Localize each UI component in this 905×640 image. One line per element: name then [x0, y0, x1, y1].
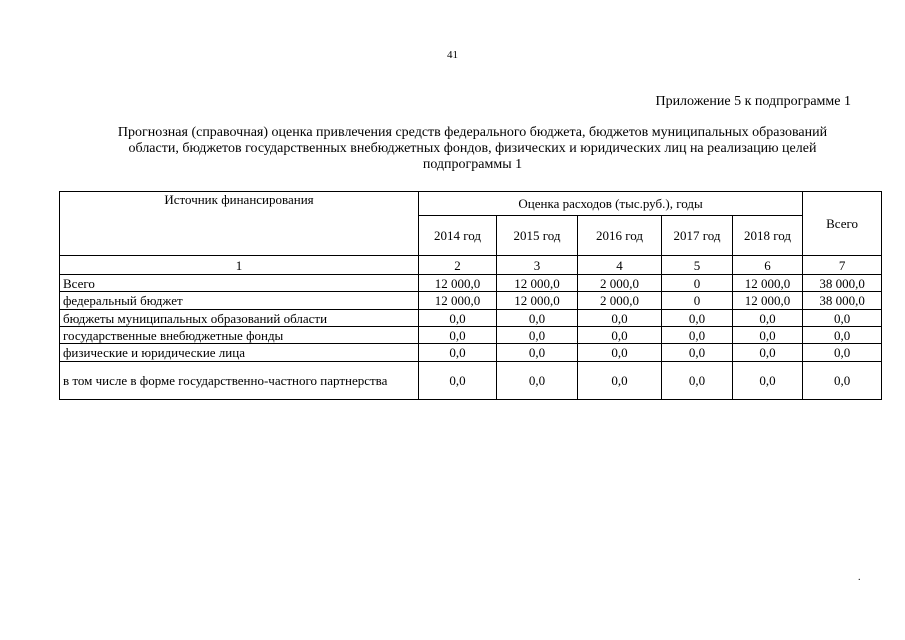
column-number: 5	[662, 256, 733, 275]
cell-value: 0,0	[578, 362, 662, 400]
cell-value: 0,0	[733, 344, 803, 362]
document-title	[80, 125, 865, 173]
cell-value: 0,0	[733, 327, 803, 344]
financing-table	[59, 191, 882, 400]
table-row	[60, 327, 882, 344]
cell-value: 0,0	[662, 327, 733, 344]
cell-value: 38 000,0	[803, 275, 882, 292]
title-line-1: Прогнозная (справочная) оценка привлечения средств федерального бюджета, бюджетов муниципальных образований	[117, 125, 828, 140]
row-label: Всего	[60, 275, 419, 292]
cell-value: 12 000,0	[419, 275, 497, 292]
table-row	[60, 292, 882, 310]
cell-value: 0,0	[803, 344, 882, 362]
cell-value: 0,0	[733, 362, 803, 400]
cell-value: 0,0	[662, 344, 733, 362]
page-number: 41	[447, 49, 458, 61]
cell-value: 0,0	[419, 344, 497, 362]
table-row	[60, 344, 882, 362]
header-total: Всего	[803, 192, 882, 256]
cell-value: 0,0	[662, 362, 733, 400]
cell-value: 0,0	[662, 310, 733, 327]
appendix-label: Приложение 5 к подпрограмме 1	[655, 94, 851, 109]
row-label: в том числе в форме государственно-частного партнерства	[60, 362, 419, 400]
cell-value: 0,0	[419, 362, 497, 400]
column-number: 7	[803, 256, 882, 275]
cell-value: 12 000,0	[497, 292, 578, 310]
cell-value: 12 000,0	[733, 275, 803, 292]
header-year: 2016 год	[578, 216, 662, 256]
row-label: федеральный бюджет	[60, 292, 419, 310]
column-number: 6	[733, 256, 803, 275]
cell-value: 12 000,0	[733, 292, 803, 310]
cell-value: 0,0	[803, 327, 882, 344]
row-label: бюджеты муниципальных образований области	[60, 310, 419, 327]
header-year: 2017 год	[662, 216, 733, 256]
cell-value: 0,0	[803, 310, 882, 327]
column-number: 4	[578, 256, 662, 275]
cell-value: 0,0	[419, 310, 497, 327]
header-source: Источник финансирования	[60, 192, 419, 256]
cell-value: 0,0	[419, 327, 497, 344]
header-year: 2015 год	[497, 216, 578, 256]
cell-value: 0,0	[578, 310, 662, 327]
header-year: 2018 год	[733, 216, 803, 256]
cell-value: 0,0	[578, 344, 662, 362]
cell-value: 0,0	[497, 327, 578, 344]
cell-value: 12 000,0	[497, 275, 578, 292]
header-estimate: Оценка расходов (тыс.руб.), годы	[419, 192, 803, 216]
column-number: 1	[60, 256, 419, 275]
cell-value: 2 000,0	[578, 275, 662, 292]
title-line-2: области, бюджетов государственных внебюджетных фондов, физических и юридических лиц на реализацию целей	[128, 141, 817, 156]
column-number: 2	[419, 256, 497, 275]
column-number: 3	[497, 256, 578, 275]
row-label: государственные внебюджетные фонды	[60, 327, 419, 344]
stray-mark: .	[858, 572, 861, 583]
table-row	[60, 275, 882, 292]
cell-value: 0	[662, 292, 733, 310]
cell-value: 0,0	[497, 344, 578, 362]
header-year: 2014 год	[419, 216, 497, 256]
table-row	[60, 362, 882, 400]
cell-value: 2 000,0	[578, 292, 662, 310]
cell-value: 38 000,0	[803, 292, 882, 310]
title-line-3: подпрограммы 1	[422, 157, 523, 172]
cell-value: 0,0	[497, 362, 578, 400]
row-label: физические и юридические лица	[60, 344, 419, 362]
cell-value: 0,0	[733, 310, 803, 327]
cell-value: 0,0	[497, 310, 578, 327]
cell-value: 0	[662, 275, 733, 292]
table-row	[60, 310, 882, 327]
cell-value: 0,0	[803, 362, 882, 400]
cell-value: 0,0	[578, 327, 662, 344]
cell-value: 12 000,0	[419, 292, 497, 310]
